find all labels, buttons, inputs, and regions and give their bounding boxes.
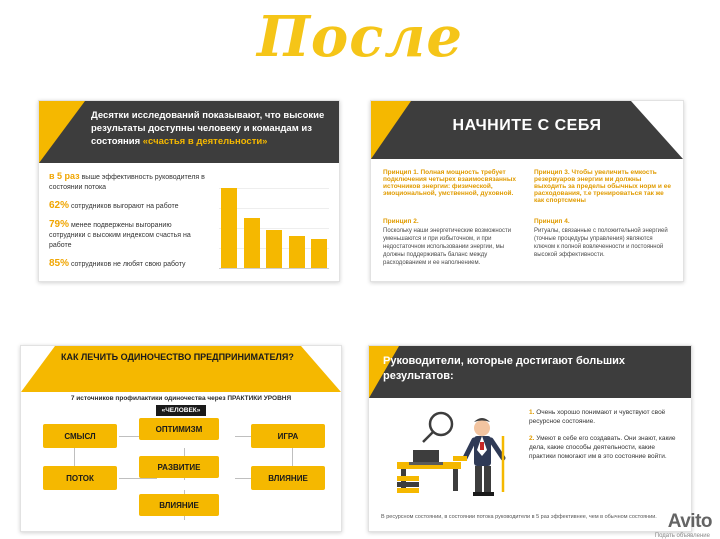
slide1-title — [91, 109, 329, 148]
principle-block — [534, 218, 671, 267]
list-item — [529, 434, 679, 461]
principle-block — [383, 218, 520, 267]
principle-body: Ритуалы, связанные с положительной энергией (точные процедуры управления) являются ключом к полной вовлеченности и постоянной высокой эффективности. — [534, 228, 668, 258]
slide3-subtitle-text: 7 источников профилактики одиночества через ПРАКТИКИ УРОВНЯ — [70, 395, 292, 402]
bullet-value: в 5 раз — [49, 171, 80, 181]
bar-chart-bars — [221, 186, 327, 268]
slide-card-loneliness[interactable] — [20, 345, 342, 532]
slide2-header — [371, 101, 683, 159]
node-igra[interactable]: ИГРА — [251, 424, 325, 448]
list-item-text: Очень хорошо понимают и чувствуют своё ресурсное состояние. — [529, 409, 666, 425]
bullet-text: сотрудников не любят свою работу — [69, 261, 186, 268]
slide-card-research-stats[interactable] — [38, 100, 340, 282]
slide1-title-text: Десятки исследований показывают, что высокие результаты доступны человеку и командам из состояния — [91, 110, 325, 147]
slide-card-leaders[interactable] — [368, 345, 692, 532]
slide4-header — [369, 346, 691, 398]
slide1-bullet-list — [49, 171, 209, 278]
bar-5 — [311, 239, 327, 268]
bar-4 — [289, 236, 305, 268]
list-item — [529, 408, 679, 426]
slide3-header — [21, 346, 341, 392]
bullet-text: выше эффективность руководителя в состоянии потока — [49, 174, 205, 191]
bar-3 — [266, 230, 282, 268]
illustration-businessman — [379, 406, 529, 506]
bullet-value: 79% — [49, 219, 70, 230]
slide3-subtitle — [21, 394, 341, 416]
bar-1 — [221, 188, 237, 268]
slide2-principles-grid — [383, 169, 671, 267]
principle-title: Принцип 2. — [383, 218, 419, 225]
node-smysl[interactable]: СМЫСЛ — [43, 424, 117, 448]
slide4-list — [529, 408, 679, 469]
watermark-subtitle: Подать объявление — [654, 533, 710, 539]
page-title: После — [257, 4, 463, 70]
slide3-corner-white-left — [21, 346, 55, 392]
watermark-logo — [668, 511, 712, 533]
principle-title: Принцип 1. Полная мощность требует подключения четырех взаимосвязанных источников энергии: физической, эмоциональной, умственной, духовной. — [383, 169, 517, 197]
node-potok[interactable]: ПОТОК — [43, 466, 117, 490]
slide2-title: НАЧНИТЕ С СЕБЯ — [452, 117, 602, 134]
bar-2 — [244, 218, 260, 268]
bullet-value: 62% — [49, 200, 70, 211]
slide1-corner-accent — [39, 101, 85, 163]
bar-chart-axis — [219, 268, 329, 269]
list-item-number: 2. — [529, 435, 535, 442]
slide3-title: КАК ЛЕЧИТЬ ОДИНОЧЕСТВО ПРЕДПРИНИМАТЕЛЯ? — [61, 352, 294, 362]
bar-chart — [219, 185, 329, 269]
slide4-footer: В ресурсном состоянии, в состоянии потока руководители в 5 раз эффективнее, чем в обычном состоянии. — [381, 514, 657, 520]
slide3-diagram — [35, 418, 327, 521]
principle-body: Поскольку наши энергетические возможности уменьшаются и при избыточном, и при недостаточном использовании энергии, мы должны поддерживать баланс между расходованием и ее наполнением. — [383, 228, 512, 266]
list-item — [49, 220, 209, 251]
principle-title: Принцип 3. Чтобы увеличить емкость резервуаров энергии ми должны выходить за пределы обычных норм и ее расходования, т.е тренироваться так же как спортсмены — [534, 169, 671, 204]
node-vliyanie-bottom[interactable]: ВЛИЯНИЕ — [139, 494, 219, 516]
principle-title: Принцип 4. — [534, 218, 570, 225]
slide-card-start-with-yourself[interactable] — [370, 100, 684, 282]
slide4-title: Руководители, которые достигают больших результатов: — [383, 355, 626, 382]
principle-block — [383, 169, 520, 206]
bullet-value: 85% — [49, 258, 70, 269]
slide3-subtitle-chip: «ЧЕЛОВЕК» — [156, 405, 207, 416]
watermark-text: Avito — [667, 511, 712, 532]
list-item-text: Умеют в себе его создавать. Они знают, какие дела, какие способы деятельности, какие практики помогают им в это состояние войти. — [529, 435, 676, 460]
list-item — [49, 171, 209, 193]
bullet-text: менее подвержены выгоранию сотрудники с высоким индексом счастья на работе — [49, 222, 191, 249]
principle-block — [534, 169, 671, 206]
list-item — [49, 201, 209, 212]
node-razvitie[interactable]: РАЗВИТИЕ — [139, 456, 219, 478]
slide1-title-accent: «счастья в деятельности» — [142, 136, 268, 147]
node-optimizm[interactable]: ОПТИМИЗМ — [139, 418, 219, 440]
slide1-header — [39, 101, 339, 163]
bullet-text: сотрудников выгорают на работе — [69, 203, 179, 210]
node-vliyanie-right[interactable]: ВЛИЯНИЕ — [251, 466, 325, 490]
list-item-number: 1. — [529, 409, 535, 416]
list-item — [49, 259, 209, 270]
